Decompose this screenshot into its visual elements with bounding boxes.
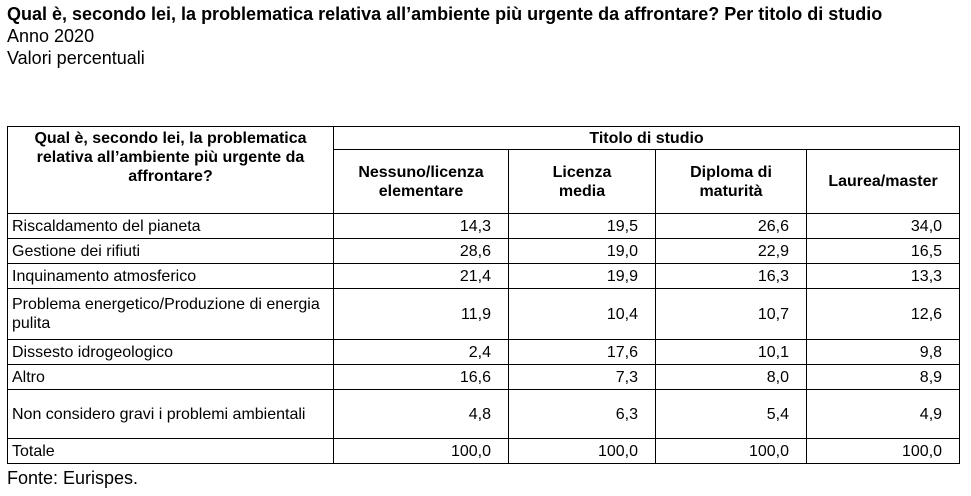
table-row (8, 239, 960, 264)
row-label: Inquinamento atmosferico (8, 264, 334, 289)
table-row (8, 214, 960, 239)
total-row (8, 439, 960, 464)
row-label: Totale (8, 439, 334, 464)
column-header: Diploma di maturità (656, 150, 807, 214)
unit-label: Valori percentuali (7, 48, 145, 68)
cell-value: 2,4 (334, 340, 509, 365)
cell-value: 16,5 (807, 239, 960, 264)
table-row (8, 390, 960, 439)
cell-value: 6,3 (509, 390, 656, 439)
table-row (8, 365, 960, 390)
cell-value: 19,5 (509, 214, 656, 239)
cell-value: 34,0 (807, 214, 960, 239)
header (7, 4, 962, 69)
cell-value: 4,9 (807, 390, 960, 439)
row-label: Non considero gravi i problemi ambientali (8, 390, 334, 439)
cell-value: 8,9 (807, 365, 960, 390)
table-row (8, 340, 960, 365)
cell-value: 17,6 (509, 340, 656, 365)
cell-value: 13,3 (807, 264, 960, 289)
cell-value: 100,0 (656, 439, 807, 464)
cell-value: 12,6 (807, 289, 960, 340)
cell-value: 100,0 (334, 439, 509, 464)
year-label: Anno 2020 (7, 26, 95, 46)
cell-value: 5,4 (656, 390, 807, 439)
cell-value: 16,3 (656, 264, 807, 289)
table-title: Qual è, secondo lei, la problematica relativa all’ambiente più urgente da affrontare? Per titolo di studio (7, 4, 883, 24)
cell-value: 21,4 (334, 264, 509, 289)
cell-value: 100,0 (509, 439, 656, 464)
cell-value: 7,3 (509, 365, 656, 390)
cell-value: 14,3 (334, 214, 509, 239)
data-table (7, 126, 960, 464)
cell-value: 4,8 (334, 390, 509, 439)
column-header: Licenza media (509, 150, 656, 214)
cell-value: 10,1 (656, 340, 807, 365)
row-label: Problema energetico/Produzione di energia pulita (8, 289, 334, 340)
row-label: Dissesto idrogeologico (8, 340, 334, 365)
cell-value: 28,6 (334, 239, 509, 264)
cell-value: 9,8 (807, 340, 960, 365)
cell-value: 8,0 (656, 365, 807, 390)
row-header: Qual è, secondo lei, la problematica relativa all’ambiente più urgente da affrontare? (8, 127, 334, 214)
cell-value: 19,0 (509, 239, 656, 264)
cell-value: 10,4 (509, 289, 656, 340)
source-note: Fonte: Eurispes. (7, 468, 139, 488)
cell-value: 10,7 (656, 289, 807, 340)
row-label: Riscaldamento del pianeta (8, 214, 334, 239)
group-header: Titolo di studio (334, 127, 960, 150)
column-header: Laurea/master (807, 150, 960, 214)
cell-value: 19,9 (509, 264, 656, 289)
row-label: Gestione dei rifiuti (8, 239, 334, 264)
row-label: Altro (8, 365, 334, 390)
cell-value: 22,9 (656, 239, 807, 264)
cell-value: 100,0 (807, 439, 960, 464)
table-row (8, 289, 960, 340)
cell-value: 11,9 (334, 289, 509, 340)
table-row (8, 264, 960, 289)
cell-value: 16,6 (334, 365, 509, 390)
cell-value: 26,6 (656, 214, 807, 239)
column-header: Nessuno/licenza elementare (334, 150, 509, 214)
